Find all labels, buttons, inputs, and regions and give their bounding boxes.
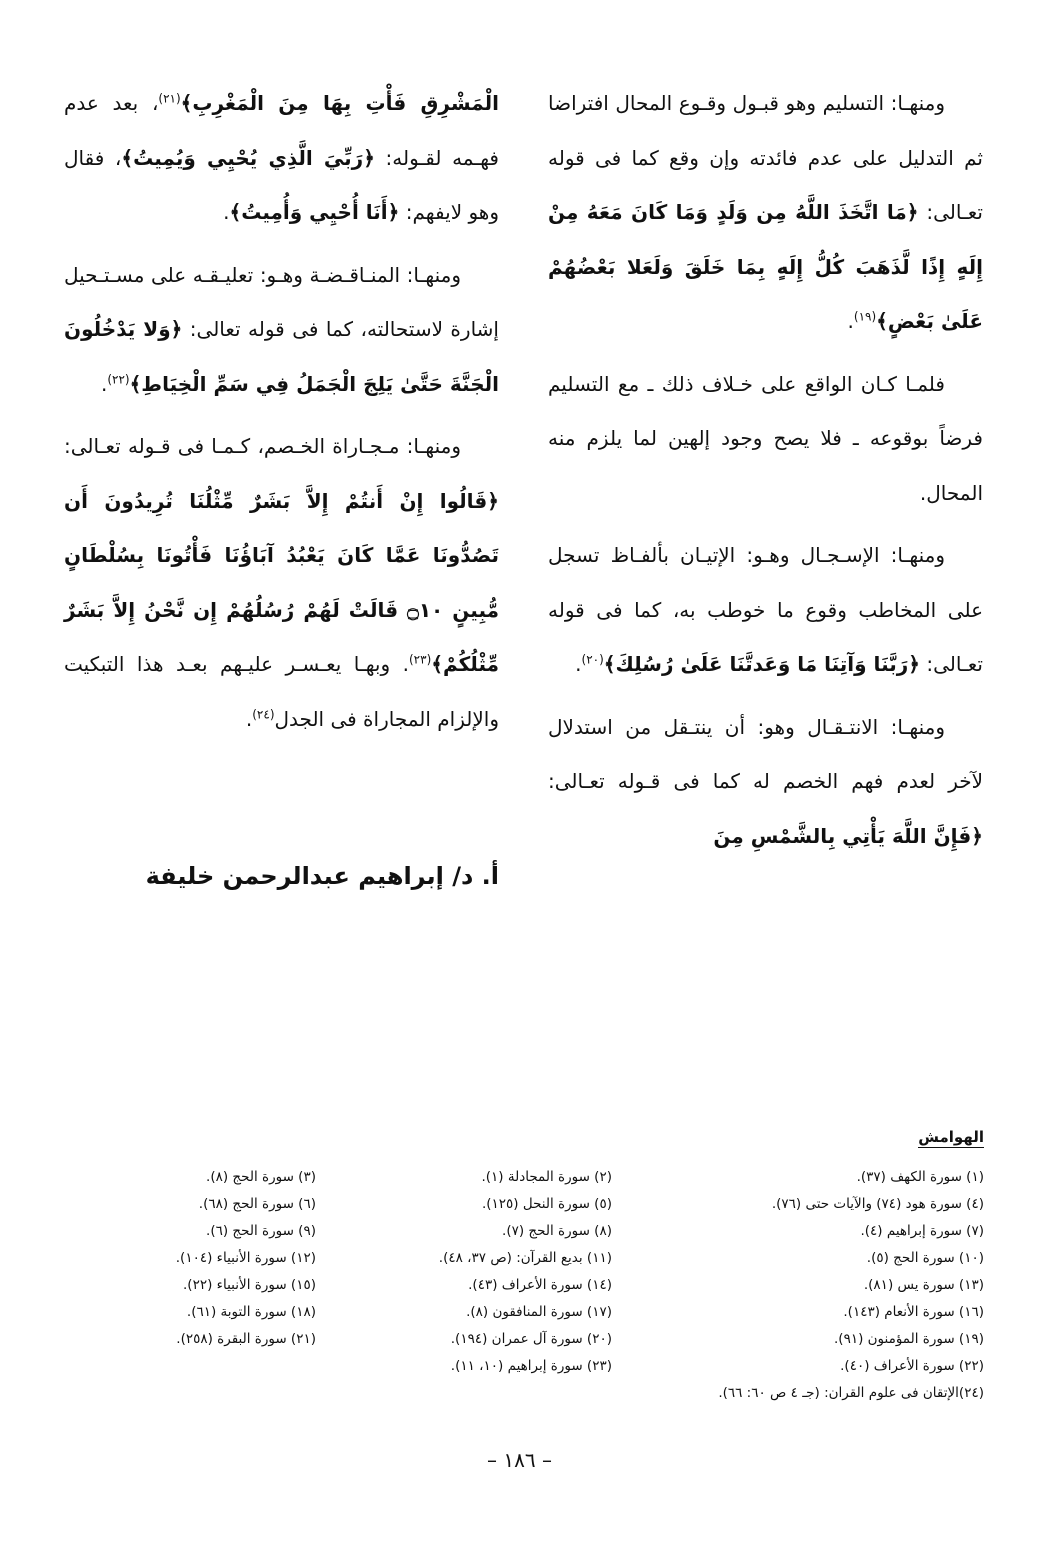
paragraph bbox=[548, 700, 983, 864]
footnote-item: (٨) سورة الحج (٧). bbox=[502, 1223, 612, 1239]
body-text: ، بعد عدم فهـمه لقـوله: bbox=[64, 91, 499, 170]
body-text: . bbox=[223, 200, 230, 224]
left-text-column bbox=[64, 76, 499, 754]
quran-verse: ﴿وَلا يَدْخُلُونَ الْجَنَّةَ حَتَّىٰ يَلِجَ الْجَمَلُ فِي سَمِّ الْخِيَاطِ﴾ bbox=[64, 317, 499, 396]
paragraph bbox=[548, 76, 983, 349]
quran-verse: ﴿أَنَا أُحْيِي وَأُمِيتُ﴾ bbox=[229, 200, 400, 224]
quran-verse: الْمَشْرِقِ فَأْتِ بِهَا مِنَ الْمَغْرِبِ﴾ bbox=[180, 91, 499, 115]
footnote-item: (٦) سورة الحج (٦٨). bbox=[198, 1196, 316, 1212]
footnotes-title: الهوامش bbox=[918, 1128, 984, 1146]
quran-verse: ﴿رَبَّنَا وَآتِنَا مَا وَعَدتَّنَا عَلَىٰ رُسُلِكَ﴾ bbox=[603, 652, 920, 676]
body-text: فلمـا كـان الواقع على خـلاف ذلك ـ مع التسليم فرضاً بوقوعه ـ فلا يصح وجود إلهين لما يلزم منه المحال. bbox=[548, 371, 983, 505]
body-text: ومنهـا: مـجـاراة الخـصم، كـمـا فى قـوله تعـالى: bbox=[64, 434, 461, 458]
quran-verse: ﴿قَالُوا إِنْ أَنتُمْ إِلاَّ بَشَرٌ مِّثْلُنَا تُرِيدُونَ أَن تَصُدُّونَا عَمَّا كَانَ يَعْبُدُ آبَاؤُنَا فَأْتُونَا بِسُلْطَانٍ مُّبِينٍ ۝١٠ قَالَتْ لَهُمْ رُسُلُهُمْ إِن نَّحْنُ إِلاَّ بَشَرٌ مِّثْلُكُمْ﴾ bbox=[64, 488, 499, 676]
body-text: ومنهـا: المنـاقـضـة وهـو: تعليـقـه على مسـتـحيل إشارة لاستحالته، كما فى قوله تعالى: bbox=[64, 262, 499, 341]
footnote-item: (١١) بديع القرآن: (ص ٣٧، ٤٨). bbox=[438, 1250, 612, 1266]
footnote-item: (١٩) سورة المؤمنون (٩١). bbox=[834, 1331, 984, 1347]
footnote-item: (٣) سورة الحج (٨). bbox=[206, 1169, 316, 1185]
body-text: ومنهـا: التسليم وهو قبـول وقـوع المحال افتراضا ثم التدليل على عدم فائدته وإن وقع كما فى قوله تعـالى: bbox=[548, 91, 983, 224]
footnote-item: (١) سورة الكهف (٣٧). bbox=[856, 1169, 984, 1185]
paragraph bbox=[64, 248, 499, 412]
body-text: . bbox=[245, 706, 253, 731]
footnote-item: (١٠) سورة الحج (٥). bbox=[866, 1250, 984, 1266]
right-text-column bbox=[548, 76, 983, 871]
footnote-item: (٢١) سورة البقرة (٢٥٨). bbox=[176, 1331, 316, 1347]
footnotes-column-2 bbox=[439, 1164, 612, 1380]
footnote-ref: (٢٤) bbox=[252, 706, 275, 721]
quran-verse: ﴿مَا اتَّخَذَ اللَّهُ مِن وَلَدٍ وَمَا كَانَ مَعَهُ مِنْ إِلَهٍ إِذًا لَّذَهَبَ كُلُّ إِلَهٍ بِمَا خَلَقَ وَلَعَلا بَعْضُهُمْ عَلَىٰ بَعْضٍ﴾ bbox=[548, 200, 983, 333]
body-text: . bbox=[575, 652, 582, 676]
body-text: ، فقال وهو لايفهم: bbox=[64, 145, 499, 224]
footnote-ref: (١٩) bbox=[853, 309, 877, 324]
footnote-ref: (٢٢) bbox=[107, 371, 130, 386]
footnote-item: (١٤) سورة الأعراف (٤٣). bbox=[468, 1277, 612, 1293]
body-text: ومنهـا: الإسـجـال وهـو: الإتيـان بألفـاظ تسجل على المخاطب وقوع ما خوطب به، كما فى قوله تعـالى: bbox=[548, 543, 983, 676]
footnote-item: (٢٤)الإتقان فى علوم القران: (جـ ٤ ص ٦٠: ٦٦). bbox=[718, 1385, 984, 1401]
footnote-item: (٢) سورة المجادلة (١). bbox=[481, 1169, 612, 1185]
footnote-item: (٩) سورة الحج (٦). bbox=[206, 1223, 316, 1239]
footnote-ref: (٢٣) bbox=[408, 652, 432, 667]
footnotes-column-3 bbox=[176, 1164, 316, 1353]
quran-verse: ﴿فَإِنَّ اللَّهَ يَأْتِي بِالشَّمْسِ مِنَ bbox=[713, 823, 983, 848]
footnote-item: (١٦) سورة الأنعام (١٤٣). bbox=[843, 1304, 984, 1320]
body-text: ومنهـا: الانتـقـال وهو: أن ينتـقل من استدلال لآخر لعدم فهم الخصم له كما فى قـوله تعـالى: bbox=[548, 714, 983, 793]
footnote-item: (١٥) سورة الأنبياء (٢٢). bbox=[183, 1277, 316, 1293]
footnote-item: (٢٠) سورة آل عمران (١٩٤). bbox=[450, 1331, 612, 1347]
footnote-item: (٢٣) سورة إبراهيم (١٠، ١١). bbox=[450, 1358, 612, 1374]
footnotes-column-1 bbox=[718, 1164, 984, 1407]
footnote-item: (١٢) سورة الأنبياء (١٠٤). bbox=[175, 1250, 316, 1266]
footnote-item: (١٨) سورة التوبة (٦١). bbox=[186, 1304, 316, 1320]
quran-verse: ﴿رَبِّيَ الَّذِي يُحْيِي وَيُمِيتُ﴾ bbox=[121, 145, 375, 170]
page-number: – ١٨٦ – bbox=[487, 1448, 552, 1472]
footnote-item: (٥) سورة النحل (١٢٥). bbox=[481, 1196, 612, 1212]
author-signature: أ. د/ إبراهيم عبدالرحمن خليفة bbox=[145, 862, 499, 890]
body-text: . وبهـا يعـسـر عليـهم بعـد هذا التبكيت والإلزام المجاراة فى الجدل bbox=[64, 652, 499, 731]
footnote-ref: (٢١) bbox=[158, 91, 181, 106]
footnote-ref: (٢٠) bbox=[581, 652, 604, 667]
footnote-item: (١٧) سورة المنافقون (٨). bbox=[466, 1304, 612, 1320]
footnote-item: (١٣) سورة يس (٨١). bbox=[863, 1277, 984, 1293]
footnote-item: (٧) سورة إبراهيم (٤). bbox=[860, 1223, 984, 1239]
footnote-item: (٢٢) سورة الأعراف (٤٠). bbox=[840, 1358, 984, 1374]
paragraph bbox=[548, 528, 983, 692]
body-text: . bbox=[847, 309, 854, 333]
paragraph bbox=[64, 419, 499, 746]
footnote-item: (٤) سورة هود (٧٤) والآيات حتى (٧٦). bbox=[771, 1196, 984, 1212]
body-text: . bbox=[100, 371, 108, 396]
paragraph bbox=[64, 76, 499, 240]
paragraph bbox=[548, 357, 983, 521]
